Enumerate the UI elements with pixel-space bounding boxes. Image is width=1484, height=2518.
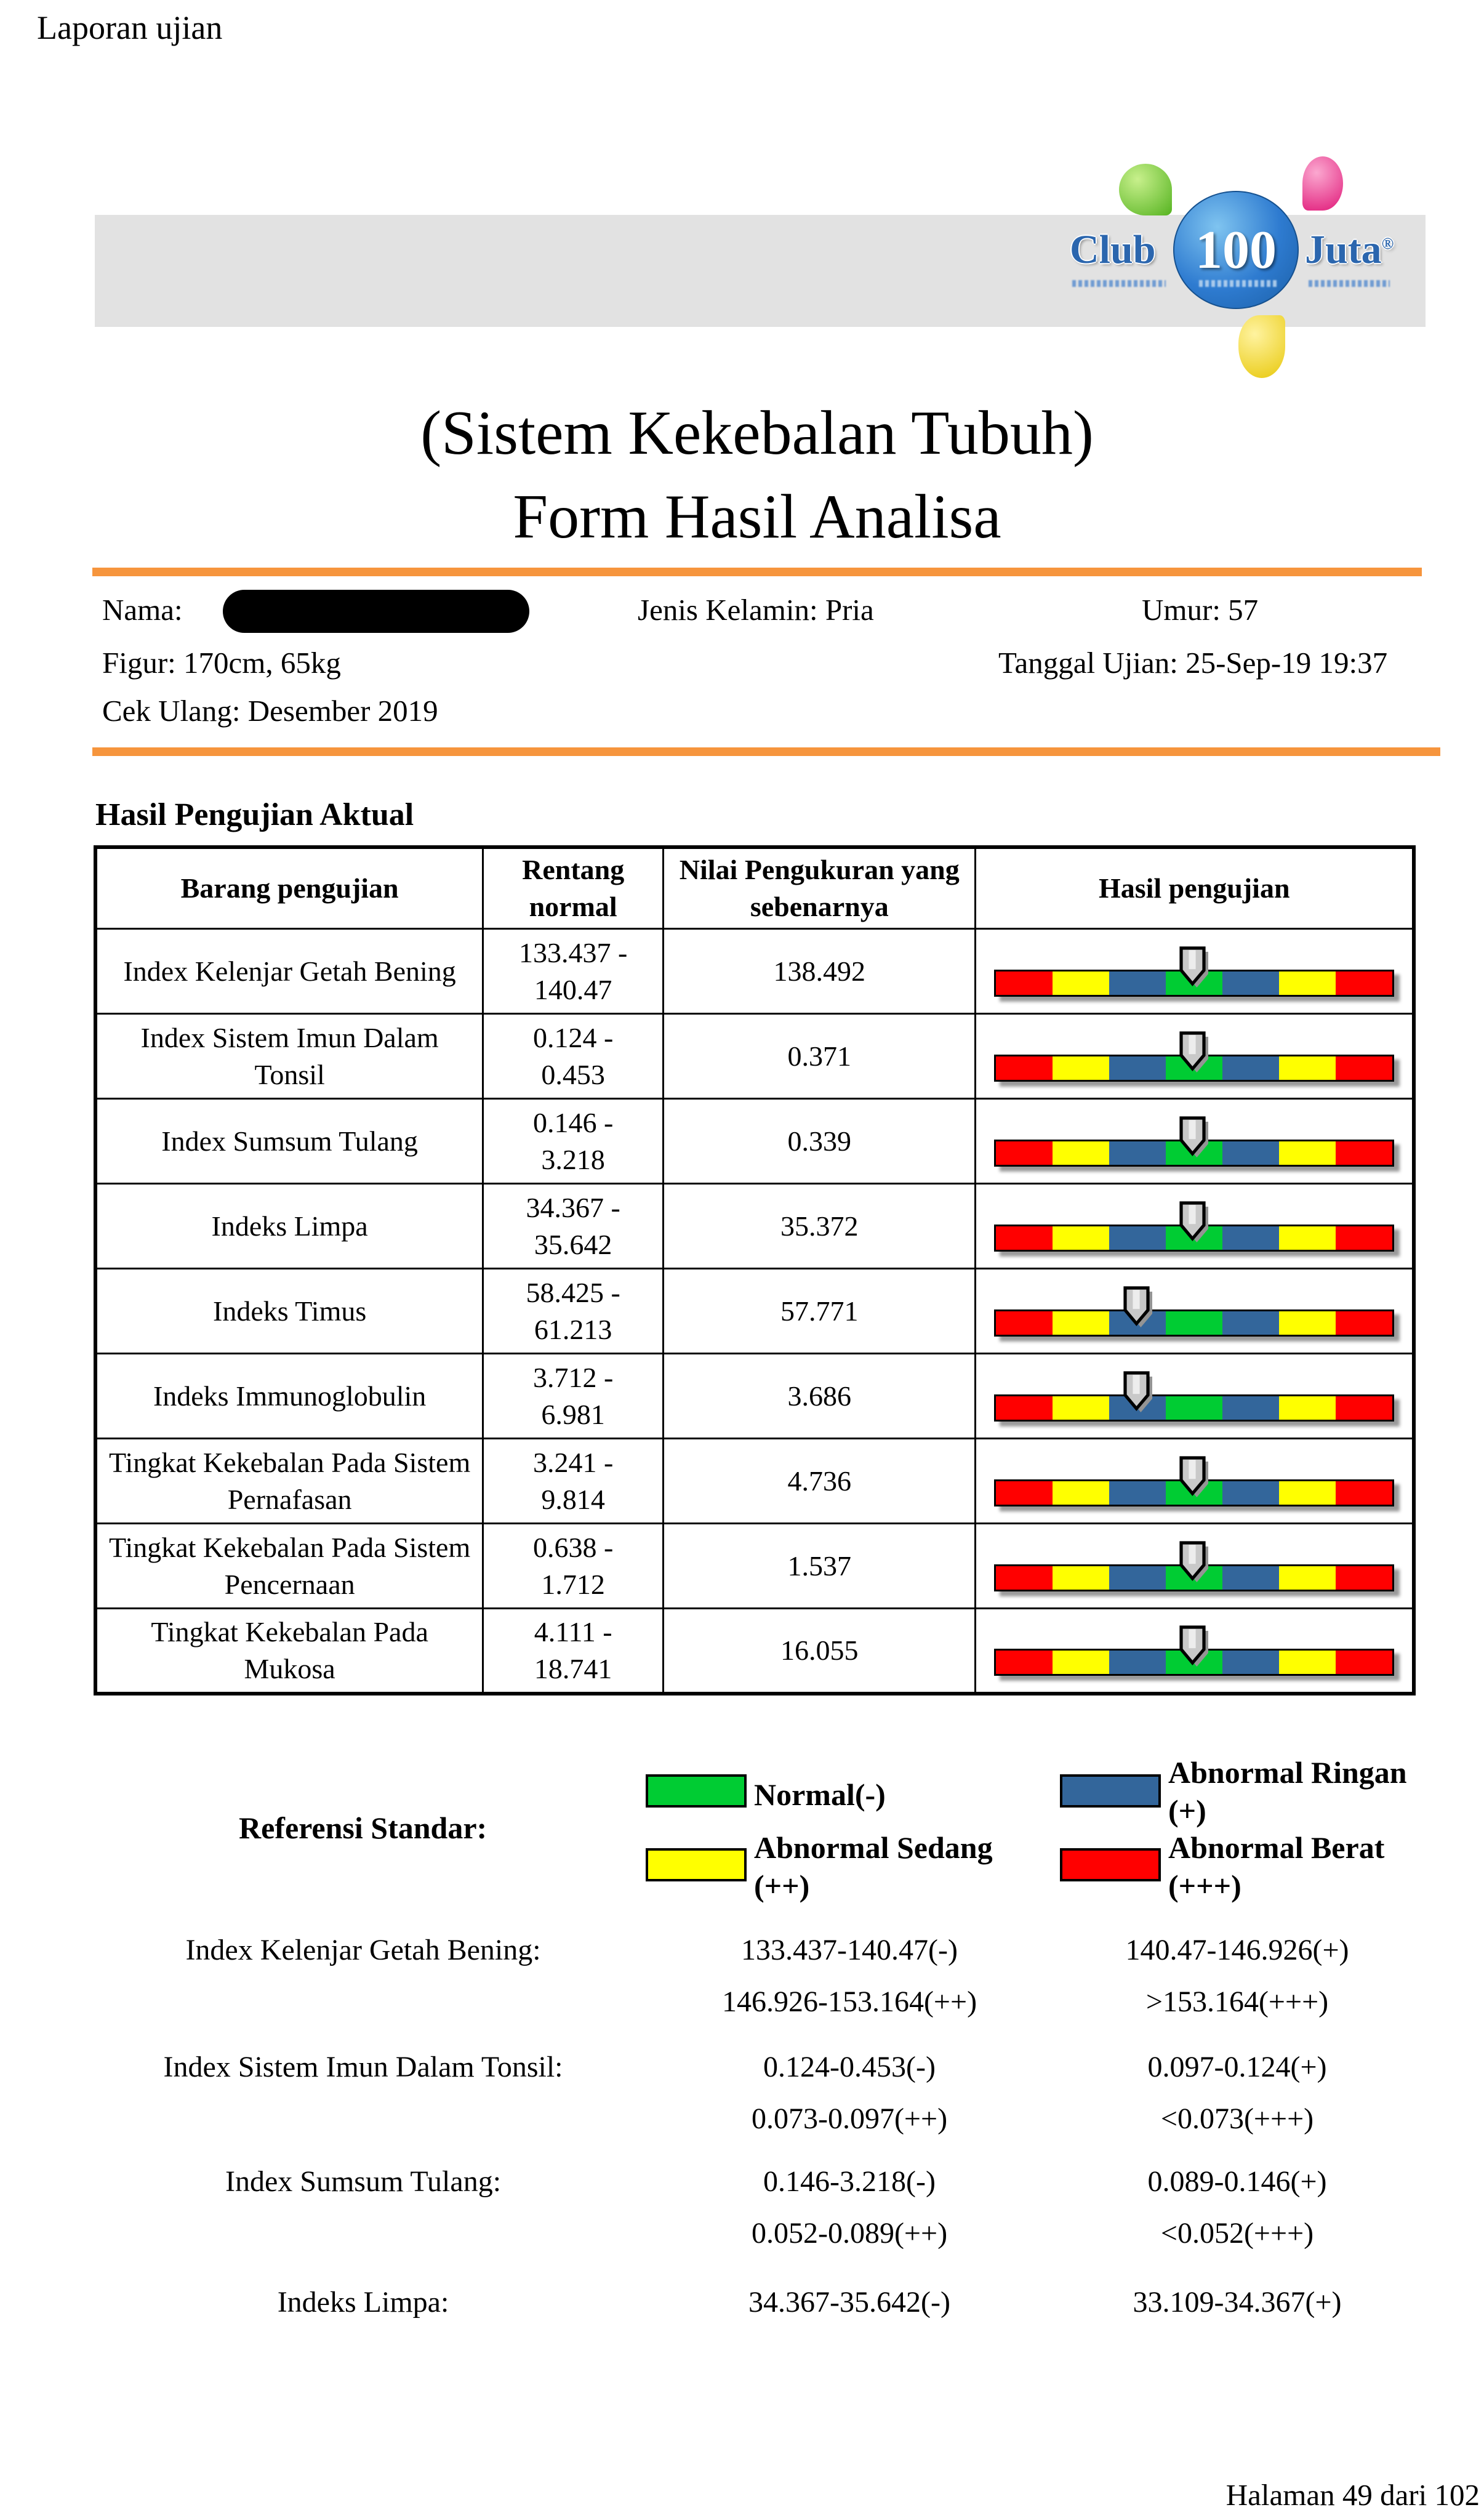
legend-swatch-mild [1060,1774,1161,1808]
bar-segment [1222,1481,1279,1505]
bar-segment [1109,971,1166,995]
bar-segment [1336,1311,1392,1335]
result-marker-icon [1177,1115,1211,1160]
bar-segment [1053,1056,1109,1080]
bar-segment [996,1226,1053,1250]
patient-figure: Figur: 170cm, 65kg [102,646,341,680]
result-bar-cell [976,1439,1414,1524]
result-bar-cell [976,929,1414,1014]
bar-segment [1336,971,1392,995]
recheck-date: Cek Ulang: Desember 2019 [102,694,438,728]
bar-segment [1053,1396,1109,1420]
reference-moderate-range: 0.073-0.097(++) [751,2102,948,2135]
reference-normal-range: 0.146-3.218(-) [763,2165,936,2198]
measured-value-cell: 4.736 [664,1439,976,1524]
bar-segment [1053,1481,1109,1505]
bar-segment [1109,1566,1166,1590]
bar-segment [1109,1226,1166,1250]
reference-mild-range: 33.109-34.367(+) [1133,2286,1342,2319]
table-row [95,1014,1414,1099]
normal-range-cell: 0.146 - 3.218 [483,1099,664,1184]
bar-segment [1166,1396,1222,1420]
table-row [95,1439,1414,1524]
measured-value-cell: 35.372 [664,1184,976,1269]
table-row [95,1524,1414,1609]
bar-segment [1222,1566,1279,1590]
reference-normal-range: 0.124-0.453(-) [763,2051,936,2083]
reference-row-cont [0,2216,1484,2255]
result-marker-icon [1177,1455,1211,1500]
bar-segment [1222,1226,1279,1250]
bar-segment [1279,1311,1336,1335]
bar-segment [1279,1396,1336,1420]
bar-segment [1279,1651,1336,1674]
result-marker-icon [1177,1540,1211,1585]
result-bar [994,1394,1394,1422]
bar-segment [1053,1311,1109,1335]
results-table [94,845,1416,1695]
bar-segment [1279,971,1336,995]
col-header-value: Nilai Pengukuran yang sebenarnya [664,847,976,929]
result-bar-cell [976,1269,1414,1354]
normal-range-cell: 3.712 - 6.981 [483,1354,664,1439]
divider-rule [92,568,1422,576]
bar-segment [996,1566,1053,1590]
reference-row [0,2165,1484,2203]
bar-segment [1279,1226,1336,1250]
col-header-item: Barang pengujian [95,847,483,929]
bar-segment [1109,1481,1166,1505]
normal-range-cell: 58.425 - 61.213 [483,1269,664,1354]
bar-segment [1053,1651,1109,1674]
table-header-row [95,847,1414,929]
table-row [95,1099,1414,1184]
logo-number: 100 [1195,220,1277,280]
reference-mild-range: 0.089-0.146(+) [1147,2165,1327,2198]
bar-segment [996,1651,1053,1674]
registered-mark: ® [1381,235,1394,252]
bar-segment [1336,1056,1392,1080]
result-marker-icon [1177,1200,1211,1245]
test-item-cell: Tingkat Kekebalan Pada Mukosa [95,1609,483,1694]
measured-value-cell: 3.686 [664,1354,976,1439]
reference-moderate-range: 0.052-0.089(++) [751,2217,948,2250]
measured-value-cell: 1.537 [664,1524,976,1609]
reference-row [0,2285,1484,2323]
test-item-cell: Tingkat Kekebalan Pada Sistem Pencernaan [95,1524,483,1609]
club-100-juta-logo [1046,154,1484,388]
bar-segment [1109,1141,1166,1165]
reference-mild-range: 140.47-146.926(+) [1125,1934,1349,1966]
reference-normal-range: 34.367-35.642(-) [748,2286,950,2319]
reference-moderate-range: 146.926-153.164(++) [721,1985,977,2018]
legend-swatch-moderate [646,1848,747,1881]
reference-severe-range: <0.073(+++) [1160,2102,1314,2135]
reference-row-cont [0,1985,1484,2023]
normal-range-cell: 3.241 - 9.814 [483,1439,664,1524]
reference-severe-range: <0.052(+++) [1160,2217,1314,2250]
result-bar [994,1309,1394,1337]
bar-segment [1336,1566,1392,1590]
reference-label: Index Kelenjar Getah Bening: [185,1934,541,1966]
bar-segment [1222,1651,1279,1674]
measured-value-cell: 0.371 [664,1014,976,1099]
measured-value-cell: 138.492 [664,929,976,1014]
bar-segment [996,971,1053,995]
logo-tagline-smudge [1072,280,1166,287]
result-marker-icon [1177,945,1211,991]
reference-row-cont [0,2102,1484,2140]
reference-label: Index Sistem Imun Dalam Tonsil: [163,2051,563,2083]
test-item-cell: Indeks Timus [95,1269,483,1354]
bar-segment [1336,1141,1392,1165]
bar-segment [1053,1566,1109,1590]
patient-name-label: Nama: [102,593,183,627]
result-bar-cell [976,1099,1414,1184]
redacted-name [223,590,529,633]
table-row [95,1184,1414,1269]
normal-range-cell: 133.437 - 140.47 [483,929,664,1014]
normal-range-cell: 4.111 - 18.741 [483,1609,664,1694]
bar-segment [1222,1141,1279,1165]
patient-age: Umur: 57 [1142,593,1259,627]
bar-segment [1166,1311,1222,1335]
page-title-line1: (Sistem Kekebalan Tubuh) [420,398,1094,468]
exam-date: Tanggal Ujian: 25-Sep-19 19:37 [998,646,1388,680]
bar-segment [996,1141,1053,1165]
logo-tagline-smudge [1309,280,1390,287]
test-item-cell: Indeks Limpa [95,1184,483,1269]
legend-label-mild: Abnormal Ringan (+) [1168,1755,1407,1828]
legend-label-moderate: Abnormal Sedang (++) [754,1830,993,1903]
reference-standard-heading: Referensi Standar: [239,1811,487,1845]
bar-segment [1336,1396,1392,1420]
logo-pink-blob-icon [1302,156,1343,211]
reference-row [0,1933,1484,1971]
result-bar-cell [976,1354,1414,1439]
divider-rule [92,747,1440,756]
bar-segment [1336,1226,1392,1250]
result-bar-cell [976,1014,1414,1099]
page-number: Halaman 49 dari 102 [1225,2478,1480,2512]
bar-segment [1053,1141,1109,1165]
logo-tagline-smudge [1199,280,1278,287]
bar-segment [1222,1311,1279,1335]
result-marker-icon [1121,1370,1155,1415]
bar-segment [1279,1056,1336,1080]
legend-label-severe: Abnormal Berat (+++) [1168,1830,1385,1903]
bar-segment [1109,1651,1166,1674]
bar-segment [1279,1566,1336,1590]
result-bar-cell [976,1184,1414,1269]
bar-segment [996,1481,1053,1505]
logo-word-juta: Juta® [1305,227,1394,272]
test-item-cell: Tingkat Kekebalan Pada Sistem Pernafasan [95,1439,483,1524]
bar-segment [1336,1481,1392,1505]
logo-blue-ball-icon [1173,191,1299,309]
bar-segment [996,1396,1053,1420]
legend-swatch-severe [1060,1848,1161,1881]
reference-mild-range: 0.097-0.124(+) [1147,2051,1327,2083]
section-heading: Hasil Pengujian Aktual [95,797,414,832]
measured-value-cell: 16.055 [664,1609,976,1694]
result-marker-icon [1177,1030,1211,1076]
result-bar-cell [976,1609,1414,1694]
legend-label-normal: Normal(-) [754,1777,886,1812]
test-item-cell: Index Sistem Imun Dalam Tonsil [95,1014,483,1099]
bar-segment [1109,1056,1166,1080]
table-row [95,1354,1414,1439]
bar-segment [996,1311,1053,1335]
bar-segment [1053,971,1109,995]
logo-word-club: Club [1070,227,1156,272]
test-item-cell: Index Sumsum Tulang [95,1099,483,1184]
page-title-line2: Form Hasil Analisa [513,482,1001,552]
result-marker-icon [1177,1624,1211,1670]
measured-value-cell: 0.339 [664,1099,976,1184]
normal-range-cell: 0.638 - 1.712 [483,1524,664,1609]
bar-segment [1336,1651,1392,1674]
bar-segment [1053,1226,1109,1250]
measured-value-cell: 57.771 [664,1269,976,1354]
normal-range-cell: 0.124 - 0.453 [483,1014,664,1099]
result-marker-icon [1121,1285,1155,1330]
legend-swatch-normal [646,1774,747,1808]
bar-segment [996,1056,1053,1080]
page-title [31,392,1483,559]
table-row [95,1609,1414,1694]
bar-segment [1279,1141,1336,1165]
reference-label: Indeks Limpa: [277,2286,449,2319]
result-bar-cell [976,1524,1414,1609]
col-header-result: Hasil pengujian [976,847,1414,929]
bar-segment [1279,1481,1336,1505]
bar-segment [1222,1396,1279,1420]
reference-label: Index Sumsum Tulang: [225,2165,502,2198]
report-label: Laporan ujian [37,9,223,46]
table-row [95,929,1414,1014]
bar-segment [1222,1056,1279,1080]
test-item-cell: Indeks Immunoglobulin [95,1354,483,1439]
bar-segment [1222,971,1279,995]
test-item-cell: Index Kelenjar Getah Bening [95,929,483,1014]
logo-yellow-blob-icon [1238,315,1285,378]
logo-green-blob-icon [1119,164,1172,215]
reference-normal-range: 133.437-140.47(-) [741,1934,958,1966]
col-header-range: Rentang normal [483,847,664,929]
reference-severe-range: >153.164(+++) [1145,1985,1329,2018]
patient-gender: Jenis Kelamin: Pria [638,593,874,627]
table-row [95,1269,1414,1354]
reference-row [0,2050,1484,2088]
normal-range-cell: 34.367 - 35.642 [483,1184,664,1269]
